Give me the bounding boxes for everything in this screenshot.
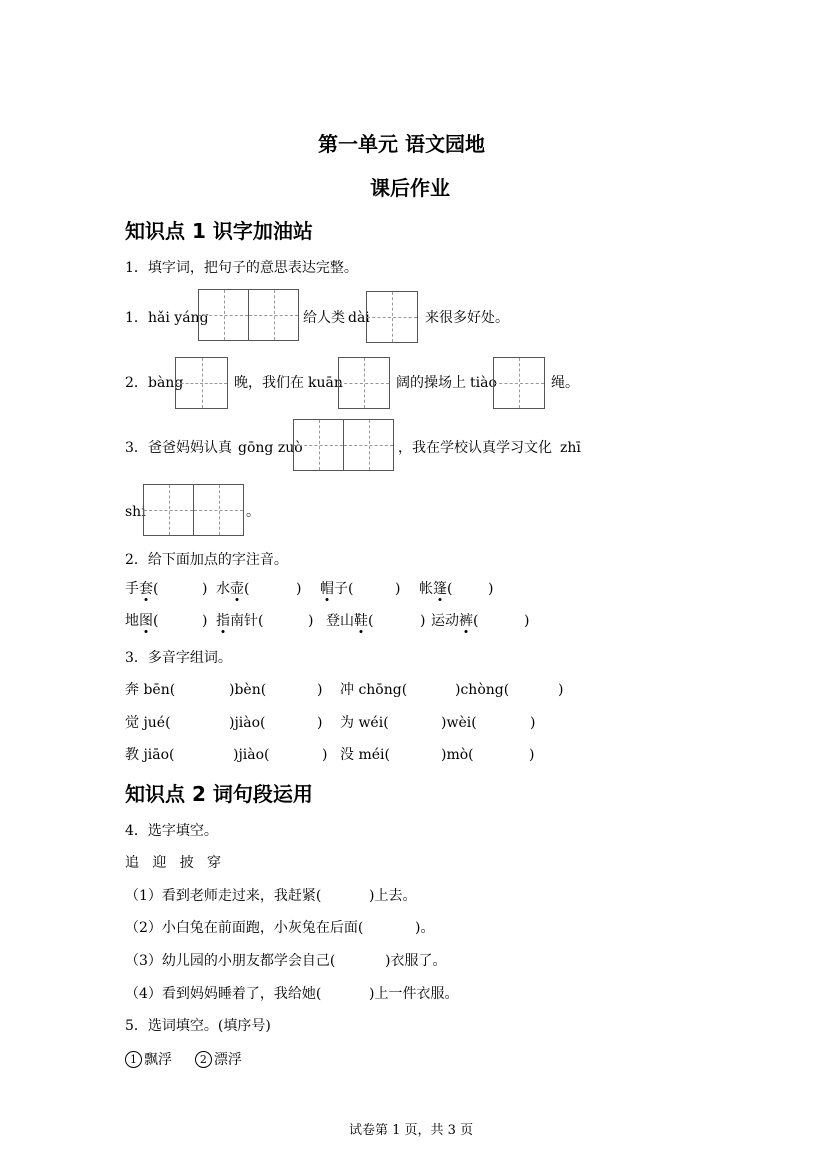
sentence-1-number: 1． <box>125 310 148 326</box>
q3-row2-f: ) <box>530 715 536 731</box>
pinyin-kuan: kuān <box>308 375 343 391</box>
question-5-options <box>125 1051 242 1068</box>
q4-item-4-a: （4）看到妈妈睡着了，我给她( <box>125 986 322 1002</box>
sentence-3-text-3: 。 <box>246 504 260 520</box>
answer-grid-bang[interactable] <box>175 357 228 409</box>
grid-cell[interactable] <box>339 358 389 408</box>
sentence-3-text-2: ，我在学校认真学习文化 <box>398 440 552 456</box>
question-2-prompt: 2．给下面加点的字注音。 <box>125 552 288 568</box>
q4-item-3-b: )衣服了。 <box>385 953 447 969</box>
pinyin-shi: shi <box>125 504 146 520</box>
q3-row3-c: ) <box>322 747 328 763</box>
q2-item-5: 地图( <box>125 613 159 629</box>
q3-row1-a: 奔 bēn( <box>125 682 176 698</box>
sentence-2-text-3: 绳。 <box>551 375 579 391</box>
option-2-number: 2 <box>195 1051 212 1068</box>
q3-row2-c: ) <box>317 715 323 731</box>
q4-item-2-a: （2）小白兔在前面跑，小灰兔在后面( <box>125 920 364 936</box>
grid-cell[interactable] <box>144 485 194 535</box>
q3-row1-d: 冲 chōng( <box>340 682 408 698</box>
grid-cell[interactable] <box>194 485 243 535</box>
q2-item-7-close: ) <box>420 613 426 629</box>
q2-item-8: 运动裤( <box>431 613 479 629</box>
q2-item-4: 帐篷( <box>419 581 453 597</box>
q2-item-7: 登山鞋( <box>326 613 374 629</box>
sentence-2-text-1: 晚，我们在 <box>234 375 304 391</box>
section-heading-1: 知识点 1 识字加油站 <box>125 219 313 243</box>
question-3-prompt: 3．多音字组词。 <box>125 650 232 666</box>
grid-cell[interactable] <box>367 292 417 342</box>
q3-row2-b: )jiào( <box>229 715 266 731</box>
q2-item-8-close: ) <box>524 613 530 629</box>
option-1-text: 飘浮 <box>144 1052 172 1068</box>
option-1-number: 1 <box>125 1051 142 1068</box>
question-5-prompt: 5．选词填空。(填序号) <box>125 1018 271 1034</box>
grid-cell[interactable] <box>494 358 544 408</box>
answer-grid-dai[interactable] <box>366 291 418 343</box>
pinyin-zhi: zhī <box>560 440 581 456</box>
sentence-1-text-1: 给人类 <box>303 310 345 326</box>
page-footer: 试卷第 1 页，共 3 页 <box>349 1123 474 1138</box>
pinyin-gong-zuo: gōng zuò <box>238 440 303 456</box>
sentence-3-text-1: 爸爸妈妈认真 <box>148 440 232 456</box>
sentence-1-text-2: 来很多好处。 <box>425 310 509 326</box>
option-2-text: 漂浮 <box>213 1052 242 1068</box>
sentence-2-number: 2． <box>125 375 148 391</box>
answer-grid-gong-zuo[interactable] <box>293 419 394 471</box>
q2-item-4-close: ) <box>488 581 494 597</box>
q3-row2-a: 觉 jué( <box>125 715 171 731</box>
q2-item-3-close: ) <box>395 581 401 597</box>
answer-grid-tiao[interactable] <box>493 357 545 409</box>
q3-row1-c: ) <box>317 682 323 698</box>
q2-item-2-close: ) <box>296 581 302 597</box>
grid-cell[interactable] <box>344 420 393 470</box>
q3-row2-d: 为 wéi( <box>340 715 389 731</box>
pinyin-dai: dài <box>348 310 370 326</box>
answer-grid-kuan[interactable] <box>338 357 390 409</box>
q4-item-4-b: )上一件衣服。 <box>369 986 459 1002</box>
q4-item-1-b: )上去。 <box>369 888 417 904</box>
section-heading-2: 知识点 2 词句段运用 <box>125 782 313 806</box>
grid-cell[interactable] <box>294 420 344 470</box>
q2-item-3: 帽子( <box>320 581 354 597</box>
answer-grid-hai-yang[interactable] <box>198 289 299 341</box>
q4-item-2-b: )。 <box>415 920 435 936</box>
question-1-prompt: 1．填字词，把句子的意思表达完整。 <box>125 260 358 276</box>
page-subtitle: 课后作业 <box>370 176 450 200</box>
q3-row3-f: ) <box>529 747 535 763</box>
q3-row3-d: 没 méi( <box>340 747 390 763</box>
q2-item-2: 水壶( <box>216 581 250 597</box>
q2-item-6: 指南针( <box>216 613 264 629</box>
page-title: 第一单元 语文园地 <box>318 132 485 156</box>
question-4-prompt: 4．选字填空。 <box>125 823 218 839</box>
q3-row1-f: ) <box>558 682 564 698</box>
q2-item-1-close: ) <box>202 581 208 597</box>
q3-row3-b: )jiào( <box>233 747 270 763</box>
q4-item-1-a: （1）看到老师走过来，我赶紧( <box>125 888 322 904</box>
q3-row1-b: )bèn( <box>229 682 267 698</box>
grid-cell[interactable] <box>249 290 298 340</box>
pinyin-tiao: tiào <box>470 375 497 391</box>
sentence-3-number: 3． <box>125 440 148 456</box>
q3-row3-a: 教 jiāo( <box>125 747 175 763</box>
grid-cell[interactable] <box>199 290 249 340</box>
answer-grid-zhi-shi[interactable] <box>143 484 244 536</box>
sentence-2-text-2: 阔的操场上 <box>396 375 466 391</box>
q2-item-1: 手套( <box>125 581 159 597</box>
q3-row3-e: )mò( <box>441 747 474 763</box>
q3-row1-e: )chòng( <box>455 682 510 698</box>
pinyin-hai-yang: hǎi yáng <box>148 310 209 326</box>
grid-cell[interactable] <box>176 358 227 408</box>
question-4-choices: 追 迎 披 穿 <box>125 855 222 871</box>
q3-row2-e: )wèi( <box>441 715 477 731</box>
q2-item-6-close: ) <box>308 613 314 629</box>
q2-item-5-close: ) <box>202 613 208 629</box>
q4-item-3-a: （3）幼儿园的小朋友都学会自己( <box>125 953 336 969</box>
pinyin-bang: bàng <box>148 375 184 391</box>
